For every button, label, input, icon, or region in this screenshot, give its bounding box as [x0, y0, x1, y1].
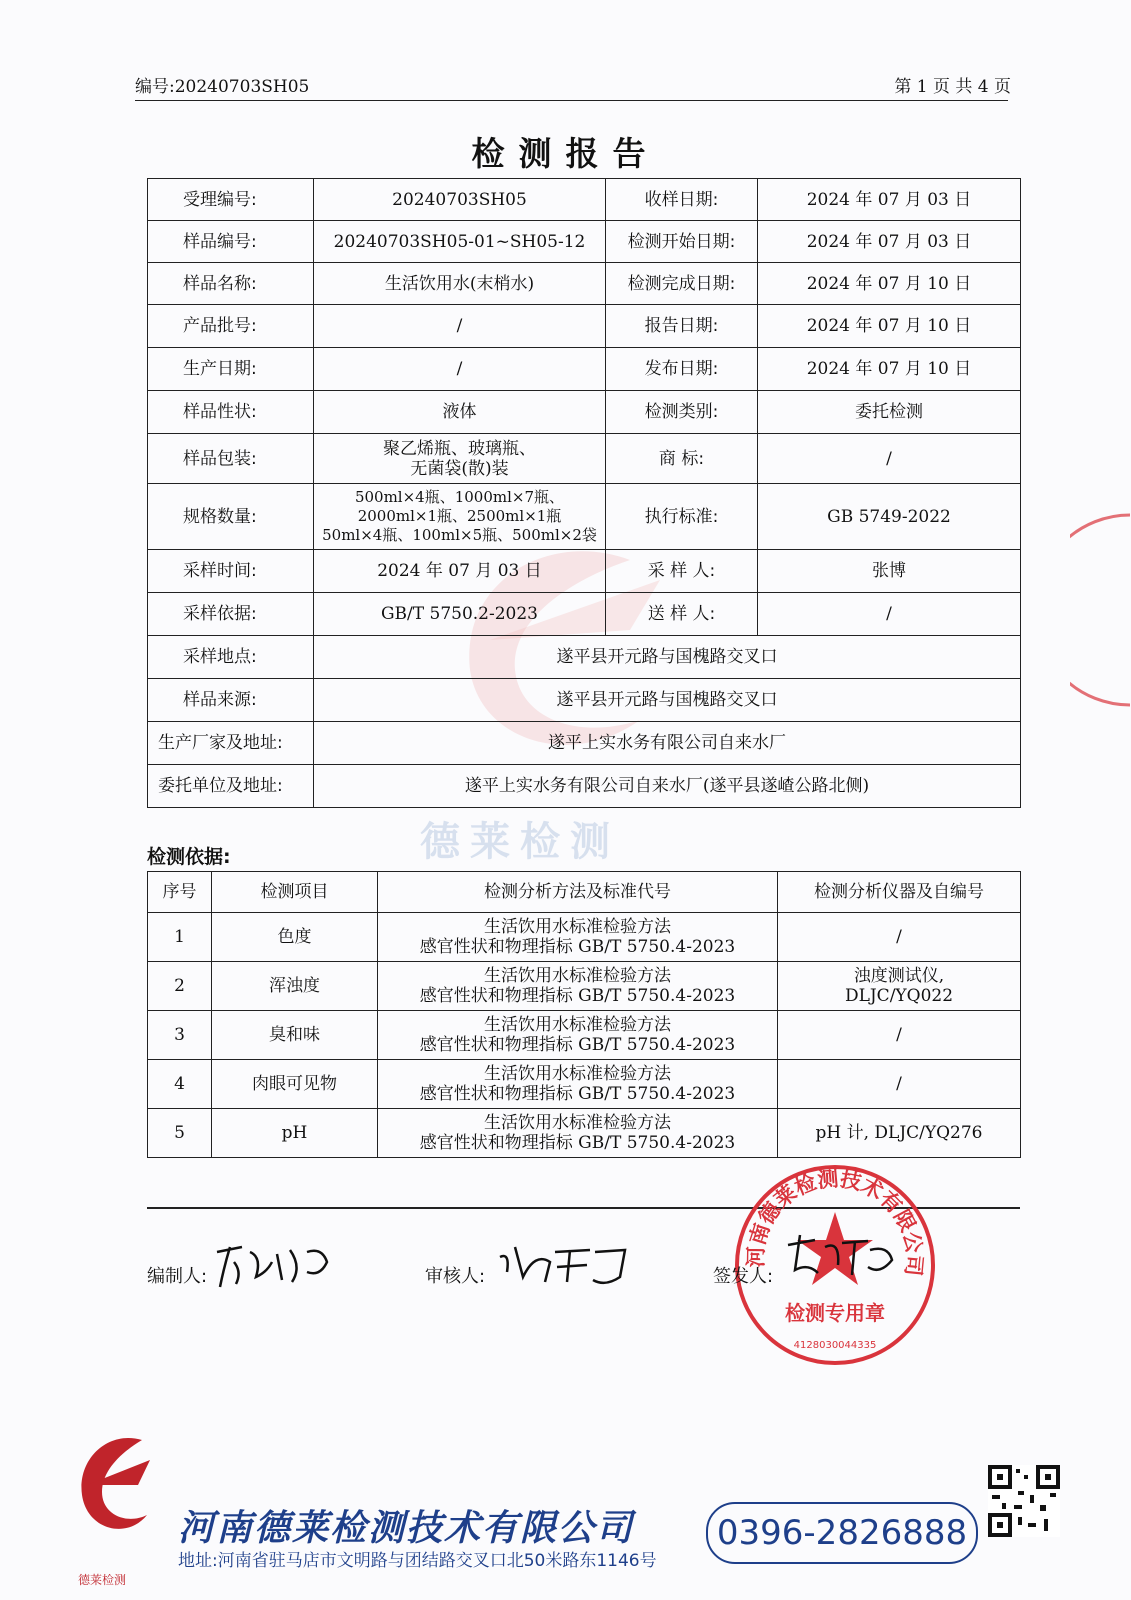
row-instrument [778, 913, 1021, 962]
manufacturer-value: 遂平上实水务有限公司自来水厂 [314, 722, 1021, 765]
report-date-value: 2024 年 07 月 10 日 [758, 305, 1021, 348]
instrument-line: DLJC/YQ022 [844, 986, 954, 1006]
table-row [148, 722, 1021, 765]
standard-value: GB 5749-2022 [758, 484, 1021, 550]
source-label: 样品来源: [148, 679, 314, 722]
test-type-value: 委托检测 [758, 391, 1021, 434]
sample-basis-value: GB/T 5750.2-2023 [314, 593, 606, 636]
report-title: 检测报告 [471, 134, 660, 173]
sampler-label: 采 样 人: [606, 550, 758, 593]
table-row [148, 679, 1021, 722]
sender-label: 送 样 人: [606, 593, 758, 636]
row-no: 5 [148, 1109, 212, 1158]
row-instrument [778, 1109, 1021, 1158]
row-item: 色度 [212, 913, 378, 962]
spec-line: 500ml×4瓶、1000ml×7瓶、 [354, 488, 565, 506]
publish-date-value: 2024 年 07 月 10 日 [758, 348, 1021, 391]
sample-no-value: 20240703SH05-01~SH05-12 [314, 221, 606, 263]
table-row [148, 1109, 1021, 1158]
approver-label: 签发人: [713, 1266, 774, 1287]
table-row [148, 765, 1021, 808]
package-line: 聚乙烯瓶、玻璃瓶、 [383, 438, 536, 459]
sample-time-label: 采样时间: [148, 550, 314, 593]
instrument-line: 浊度测试仪, [853, 966, 945, 986]
row-no: 1 [148, 913, 212, 962]
package-label: 样品包装: [148, 434, 314, 484]
compiler-label: 编制人: [147, 1266, 208, 1287]
location-label: 采样地点: [148, 636, 314, 679]
row-method [378, 913, 778, 962]
row-method [378, 1109, 778, 1158]
sender-value: / [758, 593, 1021, 636]
brand-label: 商 标: [606, 434, 758, 484]
row-item: 浑浊度 [212, 962, 378, 1011]
row-no: 4 [148, 1060, 212, 1109]
accept-no-value: 20240703SH05 [314, 179, 606, 221]
instrument-line: / [896, 927, 902, 947]
test-type-label: 检测类别: [606, 391, 758, 434]
client-value: 遂平上实水务有限公司自来水厂(遂平县遂嵖公路北侧) [314, 765, 1021, 808]
method-line: 感官性状和物理指标 GB/T 5750.4-2023 [419, 986, 736, 1006]
row-method [378, 962, 778, 1011]
sample-time-value: 2024 年 07 月 03 日 [314, 550, 606, 593]
source-value: 遂平县开元路与国槐路交叉口 [314, 679, 1021, 722]
client-label: 委托单位及地址: [148, 765, 314, 808]
receive-date-label: 收样日期: [606, 179, 758, 221]
table-row [148, 391, 1021, 434]
table-row [148, 484, 1021, 550]
sample-name-value: 生活饮用水(末梢水) [314, 263, 606, 305]
test-end-value: 2024 年 07 月 10 日 [758, 263, 1021, 305]
basis-title: 检测依据: [147, 846, 231, 868]
spec-line: 2000ml×1瓶、2500ml×1瓶 [357, 507, 562, 525]
company-logo-icon [72, 1430, 152, 1570]
sample-no-label: 样品编号: [148, 221, 314, 263]
instrument-line: / [896, 1074, 902, 1094]
table-row [148, 221, 1021, 263]
table-row [148, 263, 1021, 305]
sampler-value: 张博 [758, 550, 1021, 593]
footer-address: 地址:河南省驻马店市文明路与团结路交叉口北50米路东1146号 [178, 1551, 657, 1571]
table-row [148, 636, 1021, 679]
row-method [378, 1011, 778, 1060]
prod-date-label: 生产日期: [148, 348, 314, 391]
character-label: 样品性状: [148, 391, 314, 434]
method-line: 感官性状和物理指标 GB/T 5750.4-2023 [419, 1035, 736, 1055]
method-line: 生活饮用水标准检验方法 [484, 1064, 671, 1084]
qr-code-icon [988, 1465, 1060, 1537]
row-item: pH [212, 1109, 378, 1158]
table-row [148, 305, 1021, 348]
brand-value: / [758, 434, 1021, 484]
stamp-number-text: 4128030044335 [793, 1340, 877, 1351]
table-row [148, 1011, 1021, 1060]
basis-table [147, 871, 1021, 1158]
footer-company: 河南德莱检测技术有限公司 [178, 1508, 635, 1549]
page-info: 第 1 页 共 4 页 [894, 77, 1011, 97]
table-row [148, 962, 1021, 1011]
table-row [148, 1060, 1021, 1109]
row-item: 肉眼可见物 [212, 1060, 378, 1109]
row-no: 2 [148, 962, 212, 1011]
batch-label: 产品批号: [148, 305, 314, 348]
footer-phone: 0396-2826888 [706, 1502, 978, 1564]
sample-basis-label: 采样依据: [148, 593, 314, 636]
accept-no-label: 受理编号: [148, 179, 314, 221]
method-line: 生活饮用水标准检验方法 [484, 966, 671, 986]
instrument-line: / [896, 1025, 902, 1045]
test-start-value: 2024 年 07 月 03 日 [758, 221, 1021, 263]
table-row [148, 434, 1021, 484]
package-line: 无菌袋(散)装 [410, 458, 509, 479]
stamp-company-text: 河南德莱检测技术有限公司 [743, 1166, 927, 1278]
package-value [314, 434, 606, 484]
instrument-line: pH 计, DLJC/YQ276 [815, 1123, 983, 1143]
table-row [148, 593, 1021, 636]
method-line: 感官性状和物理指标 GB/T 5750.4-2023 [419, 1133, 736, 1153]
row-instrument [778, 1011, 1021, 1060]
test-start-label: 检测开始日期: [606, 221, 758, 263]
batch-value: / [314, 305, 606, 348]
method-line: 生活饮用水标准检验方法 [484, 1113, 671, 1133]
compiler-signature-icon [212, 1232, 342, 1292]
col-header-no: 序号 [148, 872, 212, 913]
reviewer-label: 审核人: [425, 1266, 486, 1287]
method-line: 感官性状和物理指标 GB/T 5750.4-2023 [419, 937, 736, 957]
table-row [148, 913, 1021, 962]
report-number: 编号:20240703SH05 [135, 77, 310, 97]
reviewer-signature-icon [495, 1232, 645, 1292]
spec-line: 50ml×4瓶、100ml×5瓶、500ml×2袋 [322, 526, 597, 544]
table-header-row [148, 872, 1021, 913]
row-instrument [778, 1060, 1021, 1109]
prod-date-value: / [314, 348, 606, 391]
test-end-label: 检测完成日期: [606, 263, 758, 305]
character-value: 液体 [314, 391, 606, 434]
info-table [147, 178, 1021, 808]
report-date-label: 报告日期: [606, 305, 758, 348]
row-item: 臭和味 [212, 1011, 378, 1060]
method-line: 生活饮用水标准检验方法 [484, 1015, 671, 1035]
watermark-text: 德莱检测 [420, 819, 620, 865]
standard-label: 执行标准: [606, 484, 758, 550]
location-value: 遂平县开元路与国槐路交叉口 [314, 636, 1021, 679]
row-no: 3 [148, 1011, 212, 1060]
col-header-instrument: 检测分析仪器及自编号 [778, 872, 1021, 913]
table-row [148, 550, 1021, 593]
table-row [148, 179, 1021, 221]
stamp-purpose-text: 检测专用章 [785, 1301, 885, 1325]
publish-date-label: 发布日期: [606, 348, 758, 391]
col-header-item: 检测项目 [212, 872, 378, 913]
approver-signature-icon [780, 1225, 900, 1285]
method-line: 生活饮用水标准检验方法 [484, 917, 671, 937]
table-row [148, 348, 1021, 391]
spec-label: 规格数量: [148, 484, 314, 550]
col-header-method: 检测分析方法及标准代号 [378, 872, 778, 913]
manufacturer-label: 生产厂家及地址: [148, 722, 314, 765]
row-method [378, 1060, 778, 1109]
logo-text: 德莱检测 [78, 1573, 127, 1587]
method-line: 感官性状和物理指标 GB/T 5750.4-2023 [419, 1084, 736, 1104]
receive-date-value: 2024 年 07 月 03 日 [758, 179, 1021, 221]
row-instrument [778, 962, 1021, 1011]
spec-value [314, 484, 606, 550]
sample-name-label: 样品名称: [148, 263, 314, 305]
header-divider [135, 100, 1008, 101]
side-seal-icon [1070, 510, 1131, 710]
